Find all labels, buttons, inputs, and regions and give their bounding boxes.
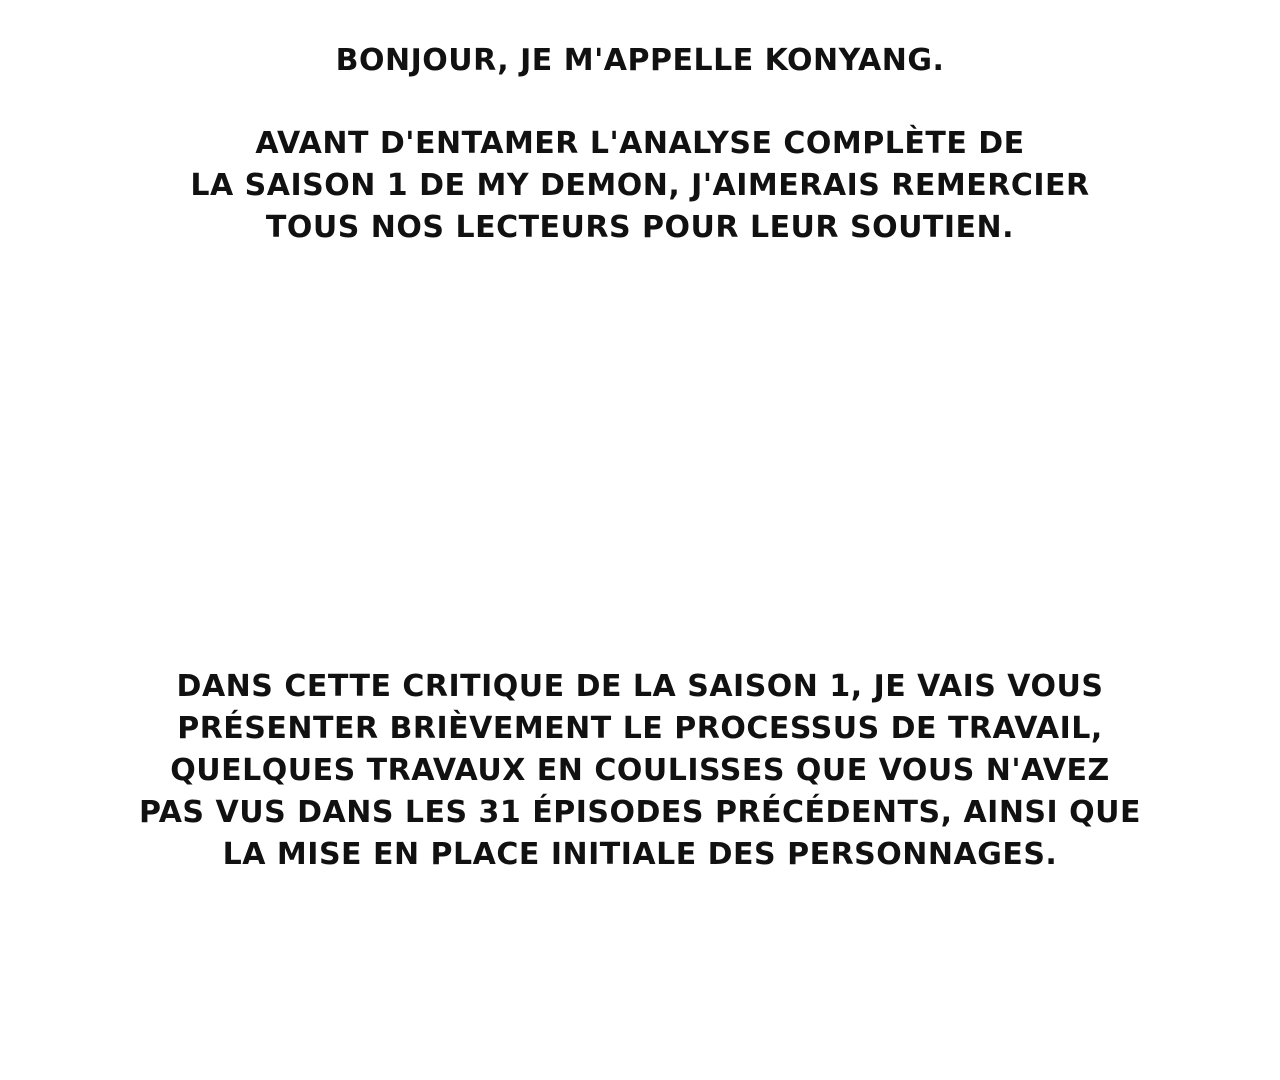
review-line-1: DANS CETTE CRITIQUE DE LA SAISON 1, JE VAIS VOUS xyxy=(176,669,1104,704)
greeting-line-1: BONJOUR, JE M'APPELLE KONYANG. xyxy=(335,43,945,78)
intro-text-block xyxy=(0,123,1280,249)
greeting-text-block xyxy=(0,40,1280,82)
review-text-block xyxy=(0,666,1280,876)
intro-line-2: LA SAISON 1 DE MY DEMON, J'AIMERAIS REMERCIER xyxy=(190,168,1090,203)
intro-line-1: AVANT D'ENTAMER L'ANALYSE COMPLÈTE DE xyxy=(255,126,1025,161)
intro-line-3: TOUS NOS LECTEURS POUR LEUR SOUTIEN. xyxy=(265,210,1015,245)
review-line-5: LA MISE EN PLACE INITIALE DES PERSONNAGES. xyxy=(222,837,1058,872)
review-line-3: QUELQUES TRAVAUX EN COULISSES QUE VOUS N'AVEZ xyxy=(170,753,1110,788)
review-line-4: PAS VUS DANS LES 31 ÉPISODES PRÉCÉDENTS, AINSI QUE xyxy=(138,795,1142,830)
review-line-2: PRÉSENTER BRIÈVEMENT LE PROCESSUS DE TRAVAIL, xyxy=(177,711,1103,746)
